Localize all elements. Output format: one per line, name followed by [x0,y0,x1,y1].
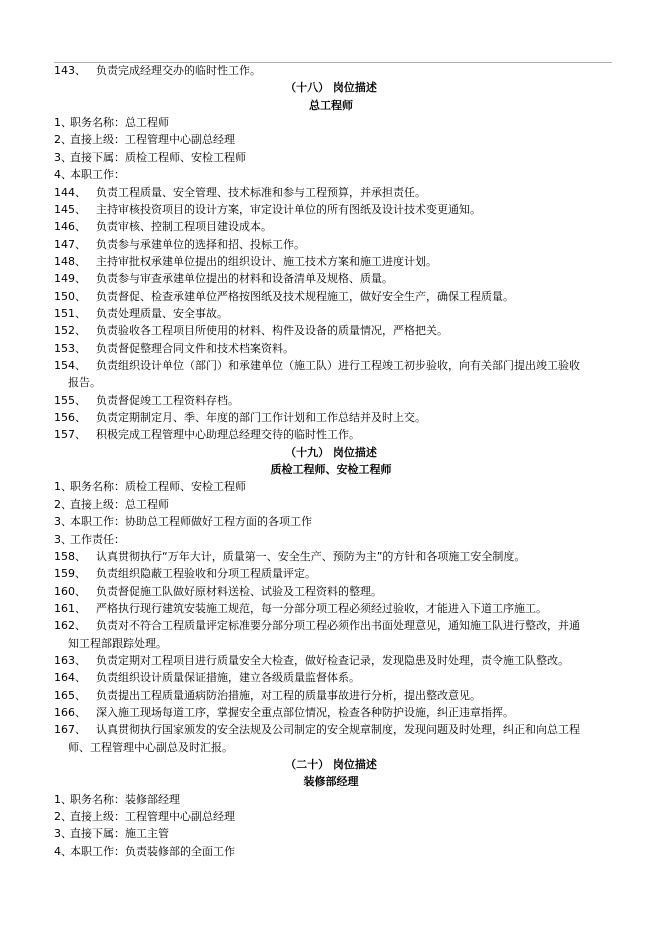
list-item [54,567,614,581]
item-number: 166、 [54,706,86,719]
item-number: 156、 [54,411,86,424]
list-item [54,64,614,78]
list-item [54,602,614,616]
list-item [54,307,614,321]
section-heading: （十九） 岗位描述 [285,445,377,459]
item-text: 负责参与审查承建单位提出的材料和设备清单及规格、质量。 [96,272,393,286]
field-line [54,116,614,130]
list-item [54,550,614,564]
continued-line: 知工程部跟踪处理。 [68,636,167,650]
item-number: 145、 [54,202,86,216]
item-text: 负责定期对工程项目进行质量安全大检查，做好检查记录，发现隐患及时处理，责令施工队整改。 [96,653,569,667]
item-text: 主持审批权承建单位提出的组织设计、施工技术方案和施工进度计划。 [96,254,437,268]
item-number: 1、 [54,480,72,494]
continued-line: 师、工程管理中心副总及时汇报。 [68,740,233,754]
list-item [54,671,614,685]
item-text: 工作责任： [70,532,125,546]
item-number: 3、 [54,827,72,841]
item-number: 4、 [54,168,72,182]
item-text: 直接下属：质检工程师、安检工程师 [70,150,246,164]
field-line [54,793,614,807]
item-number: 157、 [54,428,86,442]
item-text: 直接下属：施工主管 [70,827,169,841]
item-number: 160、 [54,584,86,598]
list-item [54,203,614,217]
list-item [54,342,614,356]
item-text: 本职工作：协助总工程师做好工程方面的各项工作 [70,515,312,529]
item-text: 职务名称：质检工程师、安检工程师 [70,480,246,494]
item-number: 2、 [54,133,72,147]
section-heading: 总工程师 [309,98,353,112]
item-text: 负责验收各工程项目所使用的材料、构件及设备的质量情况，严格把关。 [96,324,448,338]
section-heading: 质检工程师、安检工程师 [270,463,392,477]
field-line [54,533,614,547]
item-number: 153、 [54,341,86,355]
item-text: 负责督促、检查承建单位严格按图纸及技术规程施工，做好安全生产，确保工程质量。 [96,289,514,303]
list-item [54,689,614,703]
section-heading: （二十） 岗位描述 [285,758,377,771]
item-text: 严格执行现行建筑安装施工规范，每一分部分项工程必须经过验收，才能进入下道工序施工。 [96,601,547,615]
item-number: 3、 [54,150,72,164]
item-number: 147、 [54,237,86,251]
field-line [54,845,614,859]
list-item [54,723,614,737]
field-line [54,515,614,529]
item-number: 148、 [54,254,86,268]
item-number: 158、 [54,549,86,563]
field-line [54,810,614,824]
list-item [54,186,614,200]
item-text: 主持审核投资项目的设计方案，审定设计单位的所有图纸及设计技术变更通知。 [96,202,481,216]
item-number: 149、 [54,272,86,286]
field-line [54,480,614,494]
item-number: 4、 [54,844,72,858]
item-text: 认真贯彻执行“万年大计，质量第一、安全生产、预防为主”的方针和各项施工安全制度。 [96,549,526,563]
item-text: 负责审核、控制工程项目建设成本。 [96,220,272,234]
item-number: 155、 [54,393,86,407]
item-text: 认真贯彻执行国家颁发的安全法规及公司制定的安全规章制度，发现问题及时处理，纠正和向总工程 [96,723,580,737]
list-item [54,238,614,252]
item-number: 154、 [54,359,86,372]
item-text: 负责组织隐蔽工程验收和分项工程质量评定。 [96,567,316,581]
item-number: 1、 [54,792,72,806]
list-item [54,585,614,599]
item-number: 165、 [54,688,86,702]
item-number: 167、 [54,723,86,737]
field-line [54,827,614,841]
list-item [54,394,614,408]
item-text: 直接上级：总工程师 [70,497,169,511]
item-text: 负责组织设计质量保证措施，建立各级质量监督体系。 [96,671,360,685]
item-number: 144、 [54,185,86,199]
item-text: 负责督促施工队做好原材料送检、试验及工程资料的整理。 [96,584,382,598]
item-number: 152、 [54,324,86,338]
item-text: 负责完成经理交办的临时性工作。 [96,64,261,77]
list-item [54,290,614,304]
item-number: 164、 [54,671,86,685]
item-text: 负责对不符合工程质量评定标准要分部分项工程必须作出书面处理意见，通知施工队进行整改，并通 [96,619,580,633]
item-text: 职务名称：总工程师 [70,116,169,130]
list-item [54,428,614,442]
item-text: 负责督促整理合同文件和技术档案资料。 [96,341,294,355]
item-text: 本职工作： [70,168,125,182]
item-text: 负责督促竣工工程资料存档。 [96,393,239,407]
list-item [54,706,614,720]
list-item [54,255,614,269]
item-text: 负责提出工程质量通病防治措施，对工程的质量事故进行分析，提出整改意见。 [96,688,481,702]
item-text: 直接上级：工程管理中心副总经理 [70,133,235,147]
item-text: 负责组织设计单位（部门）和承建单位（施工队）进行工程竣工初步验收，向有关部门提出竣工验收 [96,359,580,372]
list-item [54,220,614,234]
item-number: 161、 [54,601,86,615]
list-item [54,654,614,668]
field-line [54,133,614,147]
item-number: 162、 [54,619,86,633]
field-line [54,168,614,182]
item-number: 1、 [54,116,72,130]
item-number: 146、 [54,220,86,234]
item-number: 151、 [54,306,86,320]
item-text: 职务名称：装修部经理 [70,792,180,806]
section-heading: （十八） 岗位描述 [285,81,377,95]
item-text: 负责定期制定月、季、年度的部门工作计划和工作总结并及时上交。 [96,411,426,424]
list-item [54,272,614,286]
list-item [54,359,614,373]
field-line [54,151,614,165]
item-text: 积极完成工程管理中心助理总经理交待的临时性工作。 [96,428,360,442]
item-number: 143、 [54,64,86,77]
list-item [54,324,614,338]
section-heading: 装修部经理 [303,775,359,789]
item-text: 负责参与承建单位的选择和招、投标工作。 [96,237,305,251]
item-number: 163、 [54,653,86,667]
item-number: 3、 [54,515,72,529]
item-number: 159、 [54,567,86,581]
list-item [54,619,614,633]
item-text: 负责工程质量、安全管理、技术标准和参与工程预算，并承担责任。 [96,185,426,199]
header-rule [54,62,612,63]
field-line [54,498,614,512]
item-text: 深入施工现场每道工序，掌握安全重点部位情况，检查各种防护设施，纠正违章指挥。 [96,706,514,719]
item-number: 3、 [54,532,72,546]
item-number: 2、 [54,497,72,511]
item-text: 直接上级：工程管理中心副总经理 [70,810,235,824]
item-text: 负责处理质量、安全事故。 [96,306,228,320]
continued-line: 报告。 [68,376,101,390]
list-item [54,411,614,425]
item-number: 2、 [54,810,72,824]
item-number: 150、 [54,289,86,303]
item-text: 本职工作：负责装修部的全面工作 [70,844,235,858]
